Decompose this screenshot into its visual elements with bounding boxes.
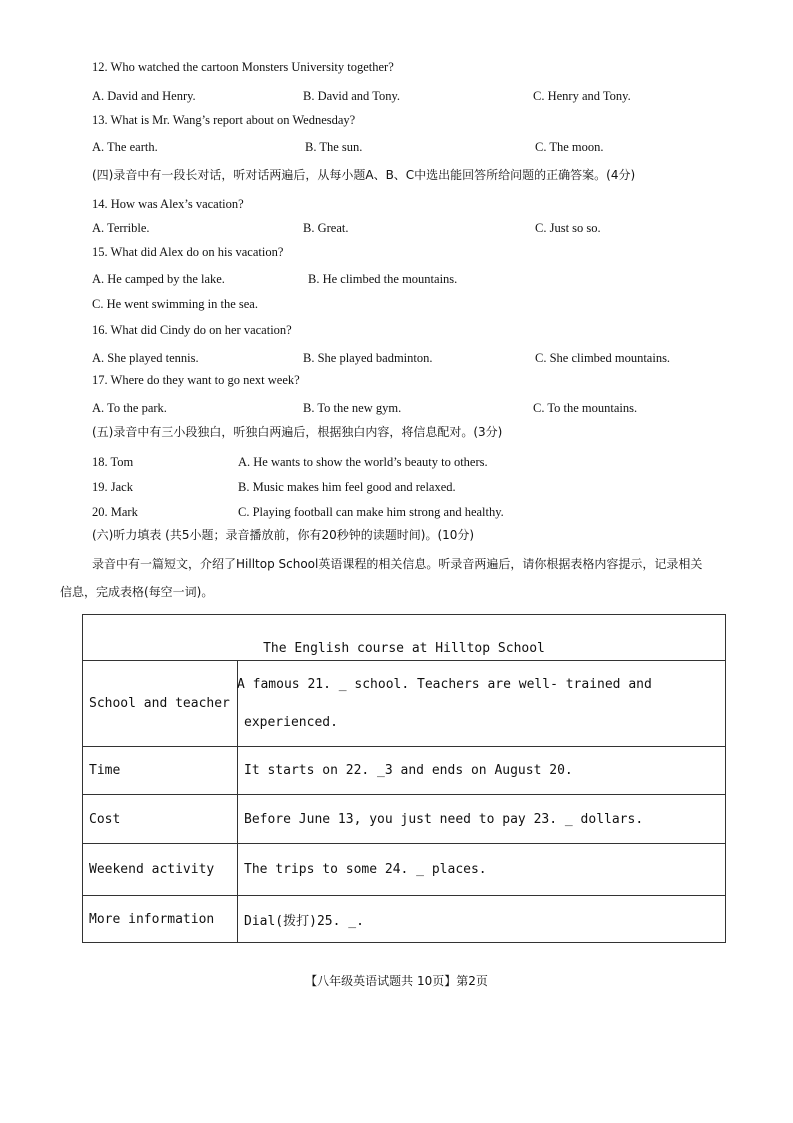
question-16: 16. What did Cindy do on her vacation? bbox=[92, 323, 292, 337]
row-label-more-info: More information bbox=[83, 896, 238, 943]
q16-option-b: B. She played badminton. bbox=[303, 351, 433, 365]
question-14: 14. How was Alex’s vacation? bbox=[92, 197, 244, 211]
q17-option-a: A. To the park. bbox=[92, 401, 167, 415]
table-title-row bbox=[83, 615, 726, 661]
q13-option-b: B. The sun. bbox=[305, 140, 363, 154]
question-12: 12. Who watched the cartoon Monsters University together? bbox=[92, 60, 394, 74]
match-19-name: 19. Jack bbox=[92, 480, 133, 494]
row-value-line-2: experienced. bbox=[244, 714, 338, 730]
q12-option-c: C. Henry and Tony. bbox=[533, 89, 631, 103]
q16-option-a: A. She played tennis. bbox=[92, 351, 199, 365]
q14-option-c: C. Just so so. bbox=[535, 221, 601, 235]
section-5-instructions: (五)录音中有三小段独白，听独白两遍后，根据独白内容，将信息配对。(3分) bbox=[92, 425, 503, 439]
table-row bbox=[83, 747, 726, 795]
row-label-time: Time bbox=[83, 747, 238, 795]
question-13: 13. What is Mr. Wang’s report about on Wednesday? bbox=[92, 113, 356, 127]
q15-option-b: B. He climbed the mountains. bbox=[308, 272, 458, 286]
row-value-cost: Before June 13, you just need to pay 23. _ dollars. bbox=[238, 795, 726, 844]
table-title: The English course at Hilltop School bbox=[83, 615, 726, 661]
q14-option-a: A. Terrible. bbox=[92, 221, 150, 235]
intro-line-2: 信息，完成表格(每空一词)。 bbox=[60, 585, 214, 599]
q13-option-c: C. The moon. bbox=[535, 140, 604, 154]
question-17: 17. Where do they want to go next week? bbox=[92, 373, 300, 387]
row-value-line-1: A famous 21. _ school. Teachers are well- trained and bbox=[237, 676, 652, 692]
intro-line-1: 录音中有一篇短文，介绍了Hilltop School英语课程的相关信息。听录音两遍后，请你根据表格内容提示，记录相关 bbox=[92, 557, 703, 571]
row-label-cost: Cost bbox=[83, 795, 238, 844]
row-value-time: It starts on 22. _3 and ends on August 20. bbox=[238, 747, 726, 795]
q12-option-a: A. David and Henry. bbox=[92, 89, 196, 103]
q13-option-a: A. The earth. bbox=[92, 140, 158, 154]
section-6-instructions: (六)听力填表 (共5小题；录音播放前，你有20秒钟的读题时间)。(10分) bbox=[92, 528, 475, 542]
table-row bbox=[83, 661, 726, 747]
q15-option-c: C. He went swimming in the sea. bbox=[92, 297, 258, 311]
table-row bbox=[83, 795, 726, 844]
q16-option-c: C. She climbed mountains. bbox=[535, 351, 671, 365]
row-value-weekend: The trips to some 24. _ places. bbox=[238, 844, 726, 896]
q17-option-b: B. To the new gym. bbox=[303, 401, 402, 415]
match-option-c: C. Playing football can make him strong and healthy. bbox=[238, 505, 504, 519]
row-label-school-teacher: School and teacher bbox=[83, 661, 238, 747]
table-row bbox=[83, 844, 726, 896]
match-20-name: 20. Mark bbox=[92, 505, 138, 519]
row-value-school-teacher bbox=[238, 661, 726, 747]
q17-option-c: C. To the mountains. bbox=[533, 401, 638, 415]
row-label-weekend: Weekend activity bbox=[83, 844, 238, 896]
q12-option-b: B. David and Tony. bbox=[303, 89, 401, 103]
match-option-a: A. He wants to show the world’s beauty to others. bbox=[238, 455, 488, 469]
course-info-table bbox=[82, 614, 726, 943]
table-row bbox=[83, 896, 726, 943]
page-footer: 【八年级英语试题共 10页】第2页 bbox=[305, 974, 488, 988]
section-4-instructions: (四)录音中有一段长对话，听对话两遍后，从每小题A、B、C中选出能回答所给问题的正确答案。(4分) bbox=[92, 168, 636, 182]
match-18-name: 18. Tom bbox=[92, 455, 134, 469]
q15-option-a: A. He camped by the lake. bbox=[92, 272, 225, 286]
row-value-more-info: Dial(拨打)25. _. bbox=[238, 896, 726, 943]
match-option-b: B. Music makes him feel good and relaxed. bbox=[238, 480, 456, 494]
question-15: 15. What did Alex do on his vacation? bbox=[92, 245, 284, 259]
q14-option-b: B. Great. bbox=[303, 221, 349, 235]
